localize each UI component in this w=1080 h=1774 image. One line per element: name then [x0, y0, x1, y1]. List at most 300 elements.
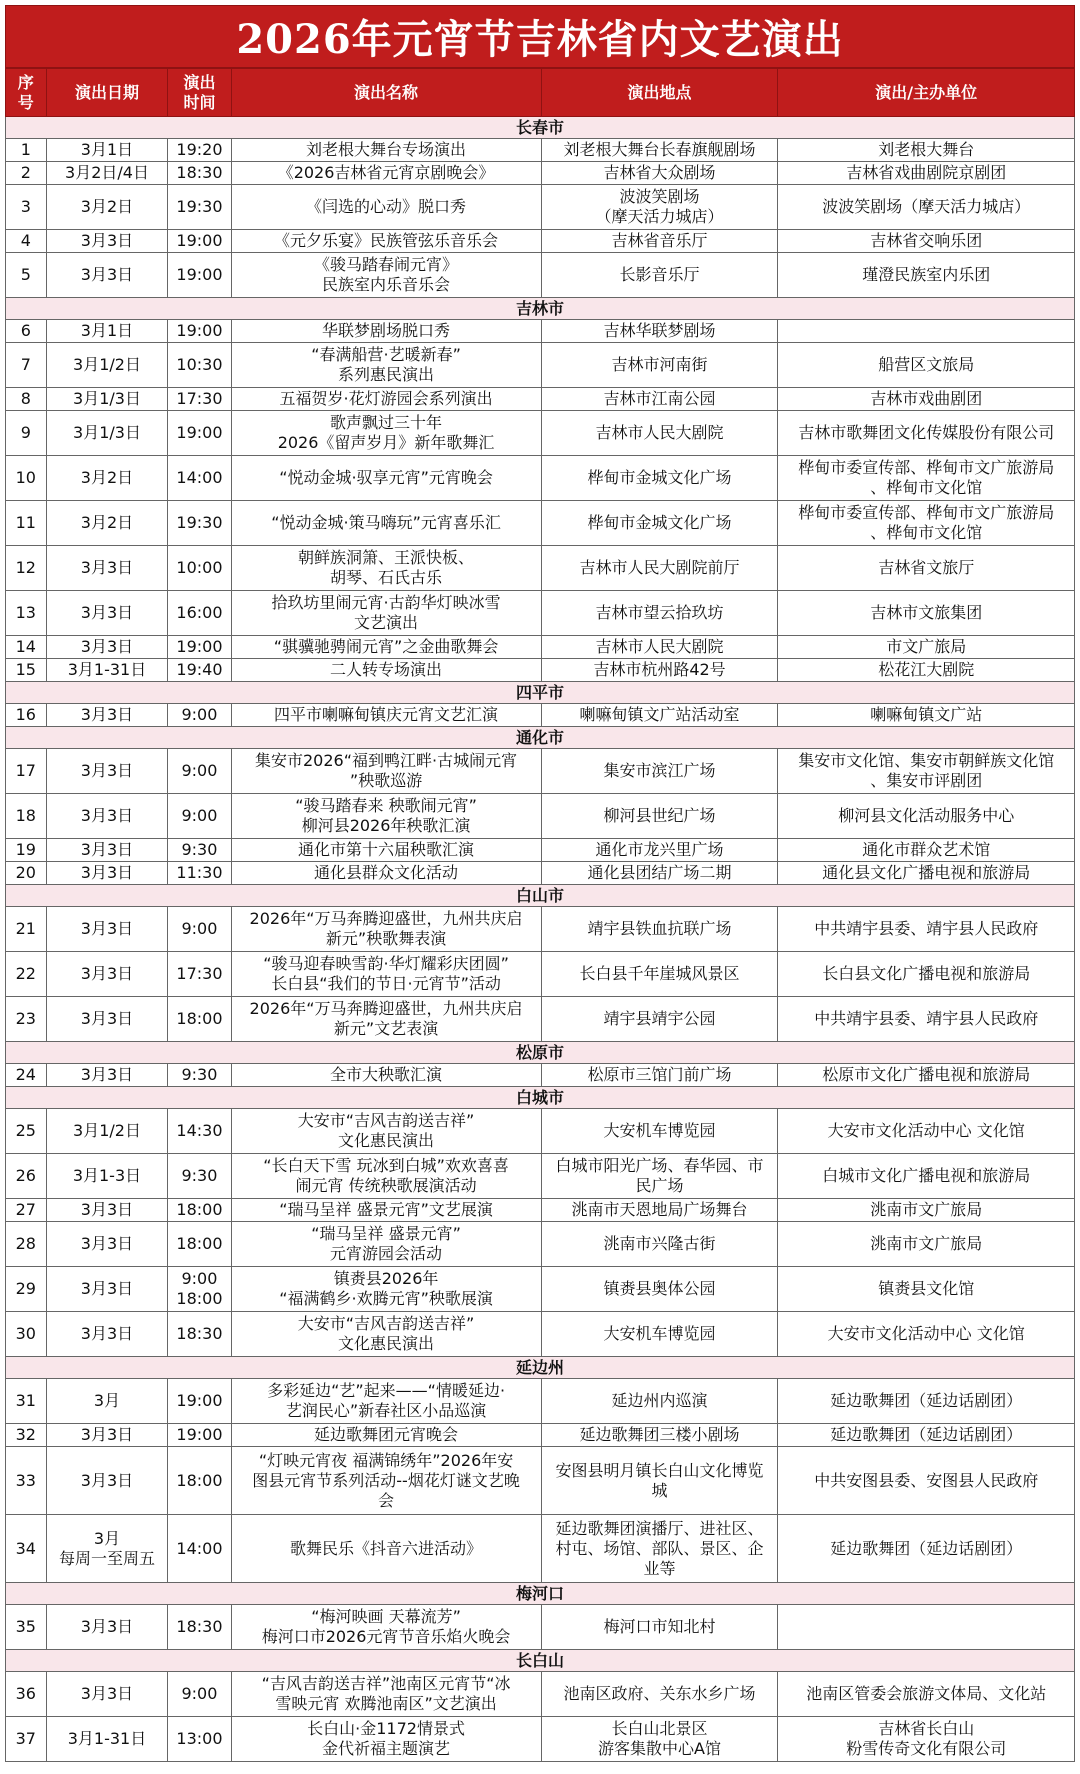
cell-org-text: 洮南市文广旅局	[870, 1200, 983, 1219]
city-section-row	[6, 1650, 1075, 1672]
cell-name	[231, 1154, 541, 1199]
table-row	[6, 591, 1075, 636]
cell-no-text: 27	[15, 1200, 36, 1219]
cell-no-text: 18	[15, 806, 36, 825]
cell-venue-text: 刘老根大舞台长春旗舰剧场	[563, 140, 756, 159]
cell-org-text: 吉林市歌舞团文化传媒股份有限公司	[798, 423, 1055, 442]
table-row	[6, 1605, 1075, 1650]
cell-date	[46, 749, 168, 794]
cell-org	[778, 1064, 1075, 1087]
cell-venue	[541, 1424, 778, 1447]
cell-no-text: 37	[15, 1729, 36, 1748]
header-no-label: 序 号	[17, 72, 34, 112]
cell-date-text: 3月1/2日	[73, 1121, 141, 1140]
cell-name	[231, 636, 541, 659]
table-row	[6, 501, 1075, 546]
cell-name-text: 长白山·金1172情景式 金代祈福主题演艺	[307, 1719, 465, 1758]
cell-no	[6, 1447, 47, 1515]
cell-no-text: 4	[20, 231, 31, 250]
table-row	[6, 1447, 1075, 1515]
cell-name	[231, 456, 541, 501]
cell-venue	[541, 1605, 778, 1650]
cell-venue-text: 梅河口市知北村	[603, 1617, 716, 1636]
cell-name-text: 《闫选的心动》脱口秀	[306, 197, 467, 216]
cell-date-text: 3月2日	[80, 468, 134, 487]
table-row	[6, 1379, 1075, 1424]
cell-org-text: 延边歌舞团（延边话剧团）	[830, 1425, 1023, 1444]
cell-venue	[541, 1222, 778, 1267]
cell-name-text: 《元夕乐宴》民族管弦乐音乐会	[274, 231, 499, 250]
cell-no-text: 17	[15, 761, 36, 780]
table-row	[6, 230, 1075, 253]
cell-org	[778, 411, 1075, 456]
cell-no-text: 7	[20, 355, 31, 374]
cell-org	[778, 546, 1075, 591]
cell-time-text: 9:30	[181, 1065, 218, 1084]
cell-time	[168, 1424, 231, 1447]
cell-no-text: 10	[15, 468, 36, 487]
cell-venue-text: 通化县团结广场二期	[587, 863, 732, 882]
cell-time-text: 19:00	[176, 321, 223, 340]
table-row	[6, 1717, 1075, 1762]
city-section-label: 长白山	[6, 1650, 1075, 1672]
cell-org-text: 吉林省交响乐团	[870, 231, 983, 250]
cell-name	[231, 907, 541, 952]
cell-org	[778, 1424, 1075, 1447]
table-row	[6, 1515, 1075, 1583]
cell-date	[46, 253, 168, 298]
document-page	[5, 5, 1075, 1762]
cell-name-text: 延边歌舞团元宵晚会	[314, 1425, 459, 1444]
cell-no	[6, 1199, 47, 1222]
city-section-row	[6, 117, 1075, 139]
cell-name	[231, 1515, 541, 1583]
cell-name	[231, 794, 541, 839]
cell-venue-text: 集安市滨江广场	[603, 761, 716, 780]
cell-venue-text: 长影音乐厅	[619, 265, 700, 284]
cell-date-text: 3月2日	[80, 513, 134, 532]
cell-time	[168, 343, 231, 388]
cell-name-text: “春满船营·艺暖新春” 系列惠民演出	[311, 345, 461, 384]
cell-name-text: “悦动金城·驭享元宵”元宵晚会	[279, 468, 493, 487]
cell-venue-text: 桦甸市金城文化广场	[587, 468, 732, 487]
cell-time-text: 16:00	[176, 603, 223, 622]
cell-time	[168, 230, 231, 253]
cell-venue-text: 洮南市兴隆古街	[603, 1234, 716, 1253]
cell-no	[6, 162, 47, 185]
cell-time	[168, 1717, 231, 1762]
cell-name-text: 刘老根大舞台专场演出	[306, 140, 467, 159]
cell-venue	[541, 1717, 778, 1762]
cell-date-text: 3月3日	[80, 1200, 134, 1219]
cell-no-text: 13	[15, 603, 36, 622]
cell-name-text: “梅河映画 天幕流芳” 梅河口市2026元宵节音乐焰火晚会	[261, 1607, 511, 1646]
cell-no-text: 22	[15, 964, 36, 983]
cell-venue	[541, 1109, 778, 1154]
cell-no	[6, 1605, 47, 1650]
cell-no-text: 28	[15, 1234, 36, 1253]
cell-name-text: 大安市“吉风吉韵送吉祥” 文化惠民演出	[297, 1314, 475, 1353]
cell-org	[778, 253, 1075, 298]
cell-name	[231, 343, 541, 388]
cell-venue	[541, 839, 778, 862]
cell-org-text: 波波笑剧场（摩天活力城店）	[822, 197, 1031, 216]
cell-org-text: 中共靖宇县委、靖宇县人民政府	[814, 1009, 1039, 1028]
cell-no	[6, 1424, 47, 1447]
cell-no-text: 29	[15, 1279, 36, 1298]
cell-name-text: “长白天下雪 玩冰到白城”欢欢喜喜 闹元宵 传统秧歌展演活动	[263, 1156, 509, 1195]
cell-time-text: 19:00	[176, 231, 223, 250]
cell-time	[168, 659, 231, 682]
city-section-row	[6, 1357, 1075, 1379]
cell-date-text: 3月1日	[80, 140, 134, 159]
cell-name	[231, 997, 541, 1042]
cell-time	[168, 749, 231, 794]
cell-name	[231, 1222, 541, 1267]
cell-name	[231, 1312, 541, 1357]
cell-no-text: 31	[15, 1391, 36, 1410]
cell-org	[778, 230, 1075, 253]
cell-date-text: 3月1/2日	[73, 355, 141, 374]
cell-venue-text: 吉林市望云拾玖坊	[595, 603, 724, 622]
cell-name	[231, 501, 541, 546]
cell-org	[778, 952, 1075, 997]
cell-org	[778, 388, 1075, 411]
cell-venue-text: 吉林省音乐厅	[611, 231, 708, 250]
cell-date-text: 3月3日	[80, 1684, 134, 1703]
cell-time	[168, 1222, 231, 1267]
cell-time-text: 9:00	[181, 1684, 218, 1703]
cell-no-text: 19	[15, 840, 36, 859]
cell-no	[6, 1379, 47, 1424]
cell-time-text: 19:00	[176, 265, 223, 284]
cell-org-text: 池南区管委会旅游文体局、文化站	[806, 1684, 1047, 1703]
city-section-label: 白山市	[6, 885, 1075, 907]
cell-no-text: 8	[20, 389, 31, 408]
cell-org	[778, 1312, 1075, 1357]
cell-venue-text: 靖宇县铁血抗联广场	[587, 919, 732, 938]
table-row	[6, 388, 1075, 411]
cell-no	[6, 839, 47, 862]
city-section-row	[6, 1583, 1075, 1605]
cell-no	[6, 1717, 47, 1762]
cell-time	[168, 636, 231, 659]
header-no	[6, 69, 47, 117]
table-row	[6, 704, 1075, 727]
cell-time	[168, 1199, 231, 1222]
cell-name-text: 通化市第十六届秧歌汇演	[298, 840, 475, 859]
header-date	[46, 69, 168, 117]
cell-name	[231, 1672, 541, 1717]
cell-name-text: 朝鲜族洞箫、王派快板、 胡琴、石氏古乐	[298, 548, 475, 587]
cell-no-text: 14	[15, 637, 36, 656]
cell-date-text: 3月3日	[80, 637, 134, 656]
cell-org	[778, 636, 1075, 659]
cell-no-text: 36	[15, 1684, 36, 1703]
cell-name-text: 五福贺岁·花灯游园会系列演出	[279, 389, 493, 408]
cell-date	[46, 794, 168, 839]
cell-date-text: 3月3日	[80, 806, 134, 825]
cell-time-text: 9:30	[181, 1166, 218, 1185]
cell-org-text: 吉林市文旅集团	[870, 603, 983, 622]
cell-no-text: 1	[20, 140, 31, 159]
cell-venue-text: 吉林市人民大剧院	[595, 423, 724, 442]
cell-date-text: 3月3日	[80, 231, 134, 250]
cell-date-text: 3月2日	[80, 197, 134, 216]
cell-time	[168, 162, 231, 185]
cell-date	[46, 1222, 168, 1267]
table-row	[6, 1672, 1075, 1717]
cell-time-text: 9:00	[181, 806, 218, 825]
cell-time-text: 19:00	[176, 423, 223, 442]
city-section-row	[6, 1042, 1075, 1064]
cell-date-text: 3月3日	[80, 558, 134, 577]
cell-name-text: 二人转专场演出	[330, 660, 443, 679]
cell-date	[46, 636, 168, 659]
cell-no	[6, 253, 47, 298]
cell-date	[46, 1267, 168, 1312]
cell-time	[168, 1515, 231, 1583]
cell-org	[778, 1717, 1075, 1762]
cell-date	[46, 1447, 168, 1515]
city-section-label: 延边州	[6, 1357, 1075, 1379]
cell-venue	[541, 1447, 778, 1515]
cell-org-text: 中共靖宇县委、靖宇县人民政府	[814, 919, 1039, 938]
cell-venue-text: 白城市阳光广场、春华园、市 民广场	[555, 1156, 764, 1195]
table-row	[6, 1154, 1075, 1199]
cell-venue	[541, 1064, 778, 1087]
table-row	[6, 749, 1075, 794]
cell-date-text: 3月3日	[80, 705, 134, 724]
cell-time	[168, 907, 231, 952]
cell-venue	[541, 1672, 778, 1717]
header-time	[168, 69, 231, 117]
table-header	[6, 69, 1075, 117]
cell-name	[231, 185, 541, 230]
cell-no	[6, 456, 47, 501]
cell-time	[168, 997, 231, 1042]
performance-table	[5, 68, 1075, 1762]
cell-no	[6, 1109, 47, 1154]
cell-no-text: 11	[15, 513, 36, 532]
table-row	[6, 952, 1075, 997]
cell-org	[778, 1379, 1075, 1424]
cell-no-text: 24	[15, 1065, 36, 1084]
cell-org-text: 通化市群众艺术馆	[862, 840, 991, 859]
cell-venue-text: 洮南市天恩地局广场舞台	[571, 1200, 748, 1219]
cell-no-text: 12	[15, 558, 36, 577]
city-section-label: 白城市	[6, 1087, 1075, 1109]
cell-no-text: 16	[15, 705, 36, 724]
cell-date	[46, 1199, 168, 1222]
cell-date	[46, 1312, 168, 1357]
cell-org	[778, 1447, 1075, 1515]
cell-no	[6, 230, 47, 253]
cell-name-text: 全市大秧歌汇演	[330, 1065, 443, 1084]
cell-time-text: 9:00	[181, 919, 218, 938]
cell-name-text: 《骏马踏春闹元宵》 民族室内乐音乐会	[314, 255, 459, 294]
cell-time-text: 14:00	[176, 1538, 223, 1558]
cell-org	[778, 343, 1075, 388]
city-section-label: 吉林市	[6, 298, 1075, 320]
cell-time-text: 18:00	[176, 1234, 223, 1253]
cell-org-text: 喇嘛甸镇文广站	[870, 705, 983, 724]
cell-name-text: 镇赉县2026年 “福满鹤乡·欢腾元宵”秧歌展演	[279, 1269, 493, 1308]
cell-venue	[541, 1379, 778, 1424]
cell-name	[231, 411, 541, 456]
cell-no	[6, 1154, 47, 1199]
cell-no-text: 34	[15, 1538, 36, 1558]
cell-date-text: 3月3日	[80, 1065, 134, 1084]
cell-time-text: 9:00	[181, 761, 218, 780]
cell-venue	[541, 320, 778, 343]
cell-venue	[541, 456, 778, 501]
cell-no	[6, 1672, 47, 1717]
cell-date-text: 3月3日	[80, 761, 134, 780]
cell-name	[231, 1717, 541, 1762]
cell-name	[231, 546, 541, 591]
cell-no-text: 30	[15, 1324, 36, 1343]
cell-date	[46, 546, 168, 591]
cell-org-text: 松原市文化广播电视和旅游局	[822, 1065, 1031, 1084]
cell-venue	[541, 636, 778, 659]
cell-time	[168, 1605, 231, 1650]
cell-name-text: “吉风吉韵送吉祥”池南区元宵节“冰 雪映元宵 欢腾池南区”文艺演出	[261, 1674, 511, 1713]
cell-date-text: 3月3日	[80, 840, 134, 859]
header-org	[778, 69, 1075, 117]
city-section-row	[6, 1087, 1075, 1109]
table-row	[6, 343, 1075, 388]
cell-venue-text: 吉林市江南公园	[603, 389, 716, 408]
cell-time-text: 9:00 18:00	[176, 1269, 223, 1308]
cell-time	[168, 501, 231, 546]
cell-time	[168, 862, 231, 885]
cell-date	[46, 411, 168, 456]
cell-venue	[541, 501, 778, 546]
cell-org	[778, 139, 1075, 162]
cell-time-text: 9:30	[181, 840, 218, 859]
cell-no-text: 3	[20, 197, 31, 216]
cell-venue	[541, 749, 778, 794]
cell-name-text: 拾玖坊里闹元宵·古韵华灯映冰雪 文艺演出	[271, 593, 501, 632]
cell-venue-text: 喇嘛甸镇文广站活动室	[579, 705, 740, 724]
cell-org-text: 中共安图县委、安图县人民政府	[814, 1470, 1039, 1490]
cell-name	[231, 162, 541, 185]
cell-org	[778, 162, 1075, 185]
cell-name	[231, 1267, 541, 1312]
table-row	[6, 185, 1075, 230]
cell-time-text: 13:00	[176, 1729, 223, 1748]
cell-date-text: 3月2日/4日	[65, 163, 149, 182]
table-row	[6, 794, 1075, 839]
table-body	[6, 117, 1075, 1762]
cell-date	[46, 704, 168, 727]
cell-date	[46, 1515, 168, 1583]
cell-date	[46, 907, 168, 952]
cell-time-text: 18:00	[176, 1009, 223, 1028]
cell-venue	[541, 185, 778, 230]
cell-name-text: “骏马迎春映雪韵·华灯耀彩庆团圆” 长白县“我们的节日·元宵节”活动	[263, 954, 509, 993]
cell-venue-text: 桦甸市金城文化广场	[587, 513, 732, 532]
cell-venue-text: 吉林华联梦剧场	[603, 321, 716, 340]
cell-name	[231, 749, 541, 794]
header-name-label: 演出名称	[354, 82, 419, 102]
cell-name	[231, 1379, 541, 1424]
cell-time	[168, 1672, 231, 1717]
cell-name	[231, 1447, 541, 1515]
cell-venue-text: 通化市龙兴里广场	[595, 840, 724, 859]
cell-org	[778, 907, 1075, 952]
cell-time	[168, 456, 231, 501]
cell-no	[6, 907, 47, 952]
cell-org	[778, 659, 1075, 682]
cell-date-text: 3月1日	[80, 321, 134, 340]
cell-org	[778, 862, 1075, 885]
cell-no	[6, 139, 47, 162]
cell-name	[231, 704, 541, 727]
cell-no	[6, 343, 47, 388]
cell-time	[168, 591, 231, 636]
cell-time	[168, 1447, 231, 1515]
cell-time-text: 10:00	[176, 558, 223, 577]
header-venue	[541, 69, 778, 117]
table-row	[6, 456, 1075, 501]
cell-date	[46, 162, 168, 185]
cell-org	[778, 794, 1075, 839]
cell-name-text: 2026年“万马奔腾迎盛世，九州共庆启 新元”文艺表演	[249, 999, 523, 1038]
cell-name-text: 四平市喇嘛甸镇庆元宵文艺汇演	[274, 705, 499, 724]
cell-org-text: 吉林省文旅厅	[878, 558, 975, 577]
cell-org-text: 延边歌舞团（延边话剧团）	[830, 1538, 1023, 1558]
cell-name-text: 2026年“万马奔腾迎盛世，九州共庆启 新元”秧歌舞表演	[249, 909, 523, 948]
table-row	[6, 162, 1075, 185]
table-row	[6, 320, 1075, 343]
table-row	[6, 862, 1075, 885]
cell-venue-text: 大安机车博览园	[603, 1324, 716, 1343]
cell-time-text: 17:30	[176, 389, 223, 408]
city-section-label: 梅河口	[6, 1583, 1075, 1605]
cell-date-text: 3月1-31日	[67, 1729, 147, 1748]
cell-time	[168, 411, 231, 456]
header-org-label: 演出/主办单位	[875, 82, 978, 102]
cell-time-text: 18:30	[176, 1617, 223, 1636]
cell-org	[778, 456, 1075, 501]
cell-no-text: 20	[15, 863, 36, 882]
cell-date-text: 3月3日	[80, 1470, 134, 1490]
table-row	[6, 1064, 1075, 1087]
cell-no-text: 21	[15, 919, 36, 938]
cell-venue-text: 吉林省大众剧场	[603, 163, 716, 182]
cell-org	[778, 1267, 1075, 1312]
cell-time-text: 11:30	[176, 863, 223, 882]
document-title: 2026年元宵节吉林省内文艺演出	[5, 5, 1075, 68]
cell-org-text: 刘老根大舞台	[878, 140, 975, 159]
cell-org-text: 延边歌舞团（延边话剧团）	[830, 1391, 1023, 1410]
city-section-row	[6, 298, 1075, 320]
cell-no	[6, 591, 47, 636]
cell-no	[6, 1222, 47, 1267]
cell-no	[6, 1515, 47, 1583]
cell-name-text: “悦动金城·策马嗨玩”元宵喜乐汇	[271, 513, 501, 532]
cell-name-text: 通化县群众文化活动	[314, 863, 459, 882]
cell-no	[6, 501, 47, 546]
cell-org-text: 桦甸市委宣传部、桦甸市文广旅游局 、桦甸市文化馆	[798, 503, 1055, 542]
cell-org-text: 船营区文旅局	[878, 355, 975, 374]
cell-venue	[541, 862, 778, 885]
cell-name	[231, 320, 541, 343]
cell-org-text: 长白县文化广播电视和旅游局	[822, 964, 1031, 983]
cell-name	[231, 388, 541, 411]
